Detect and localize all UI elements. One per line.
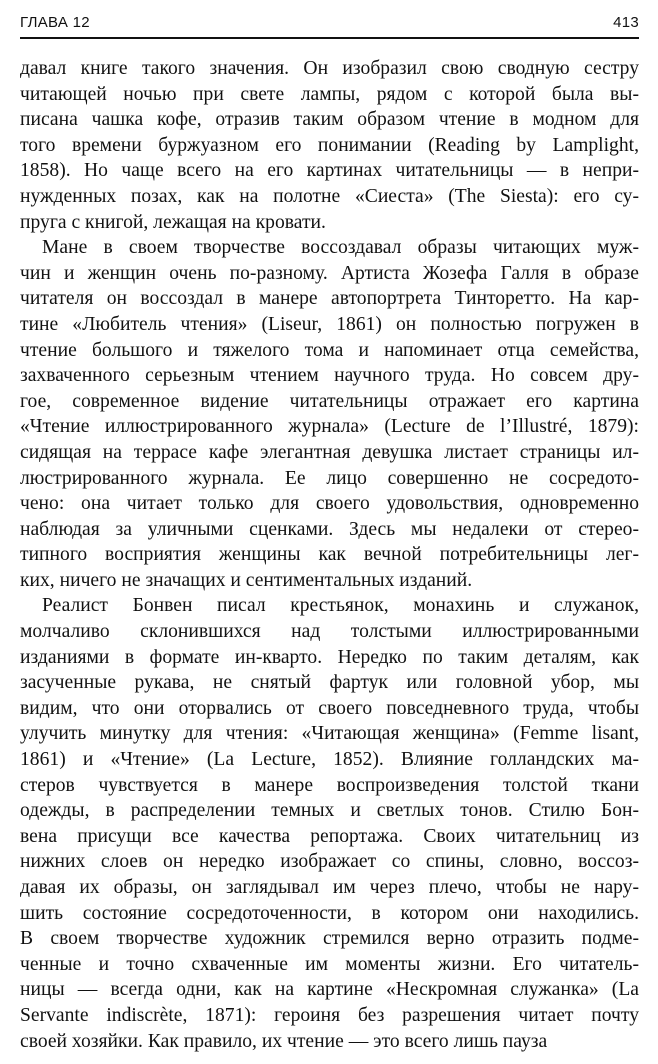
text-line: ницы — всегда одни, как на картине «Нескромная служанка» (La — [20, 979, 639, 1001]
text-line: пруга с книгой, лежащая на кровати. — [20, 211, 326, 233]
text-line: В своем творчестве художник стремился верно отразить подме- — [20, 928, 639, 950]
text-line: своей хозяйки. Как правило, их чтение — это всего лишь пауза — [20, 1030, 548, 1052]
chapter-title: ГЛАВА 12 — [20, 14, 90, 31]
text-line: нижних слоев он нередко изображает со спины, словно, воссоз- — [20, 851, 639, 873]
text-line: нужденных позах, как на полотне «Сиеста» (The Siesta): его су- — [20, 185, 639, 207]
text-line: тине «Любитель чтения» (Liseur, 1861) он полностью погружен в — [20, 313, 639, 335]
text-line: сидящая на террасе кафе элегантная девушка листает страницы ил- — [20, 441, 639, 463]
text-line: чтение большого и тяжелого тома и напоминает отца семейства, — [20, 339, 639, 361]
paragraph — [20, 56, 639, 235]
text-line: видим, что они оторвались от своего повседневного труда, чтобы — [20, 697, 639, 719]
text-line: люстрированного журнала. Ее лицо совершенно не сосредото- — [20, 467, 639, 489]
text-line: Мане в своем творчестве воссоздавал образы читающих муж- — [42, 237, 639, 259]
text-line: писана чашка кофе, отразив таким образом чтение в модном для — [20, 109, 639, 131]
text-line: давая их образы, он заглядывал им через плечо, чтобы не нару- — [20, 877, 639, 898]
text-line: наблюдая за уличными сценками. Здесь мы недалеки от стерео- — [20, 518, 639, 540]
text-line: того времени буржуазном его понимании (Reading by Lamplight, — [20, 134, 639, 156]
text-line: стеров чувствуется в манере воспроизведения толстой ткани — [20, 774, 639, 796]
text-line: ких, ничего не значащих и сентиментальных изданий. — [20, 569, 473, 591]
text-line: вена присущи все качества репортажа. Своих читательниц из — [20, 825, 639, 847]
text-line: типного восприятия женщины как вечной потребительницы лег- — [20, 544, 639, 566]
text-line: Реалист Бонвен писал крестьянок, монахинь и служанок, — [42, 595, 639, 617]
text-line: гое, современное видение читательницы отражает его картина — [20, 390, 639, 412]
text-line: одежды, в распределении темных и светлых тонов. Стилю Бон- — [20, 800, 639, 822]
text-line: чин и женщин очень по-разному. Артиста Жозефа Галля в образе — [20, 262, 639, 284]
paragraph — [20, 235, 639, 593]
text-line: «Чтение иллюстрированного журнала» (Lecture de l’Illustré, 1879): — [20, 416, 639, 438]
paragraph — [20, 593, 639, 1054]
text-line: чено: она читает только для своего удовольствия, одновременно — [20, 493, 639, 515]
text-line: Servante indiscrète, 1871): героиня без разрешения читает почту — [20, 1004, 639, 1026]
text-line: 1858). Но чаще всего на его картинах читательницы — в непри- — [20, 160, 639, 182]
running-head — [20, 12, 639, 34]
text-line: давал книге такого значения. Он изобразил свою сводную сестру — [20, 58, 639, 79]
page-number: 413 — [613, 14, 639, 31]
text-line: 1861) и «Чтение» (La Lecture, 1852). Влияние голландских ма- — [20, 749, 639, 771]
text-line: шить состояние сосредоточенности, в котором они находились. — [20, 902, 639, 924]
text-line: молчаливо склонившихся над толстыми иллюстрированными — [20, 621, 639, 643]
text-line: изданиями в формате ин-кварто. Нередко по таким деталям, как — [20, 646, 639, 668]
text-line: ченные и точно схваченные им моменты жизни. Его читатель- — [20, 953, 639, 975]
text-line: читающей ночью при свете лампы, рядом с которой была вы- — [20, 83, 639, 105]
header-rule — [20, 37, 639, 39]
text-line: читателя он воссоздал в манере автопортрета Тинторетто. На кар- — [20, 288, 639, 310]
text-line: захваченного серьезным чтением научного труда. Но совсем дру- — [20, 365, 639, 387]
page-body — [20, 56, 639, 1054]
text-line: засученные рукава, не снятый фартук или головной убор, мы — [20, 672, 639, 694]
text-line: улучить минутку для чтения: «Читающая женщина» (Femme lisant, — [20, 723, 639, 745]
